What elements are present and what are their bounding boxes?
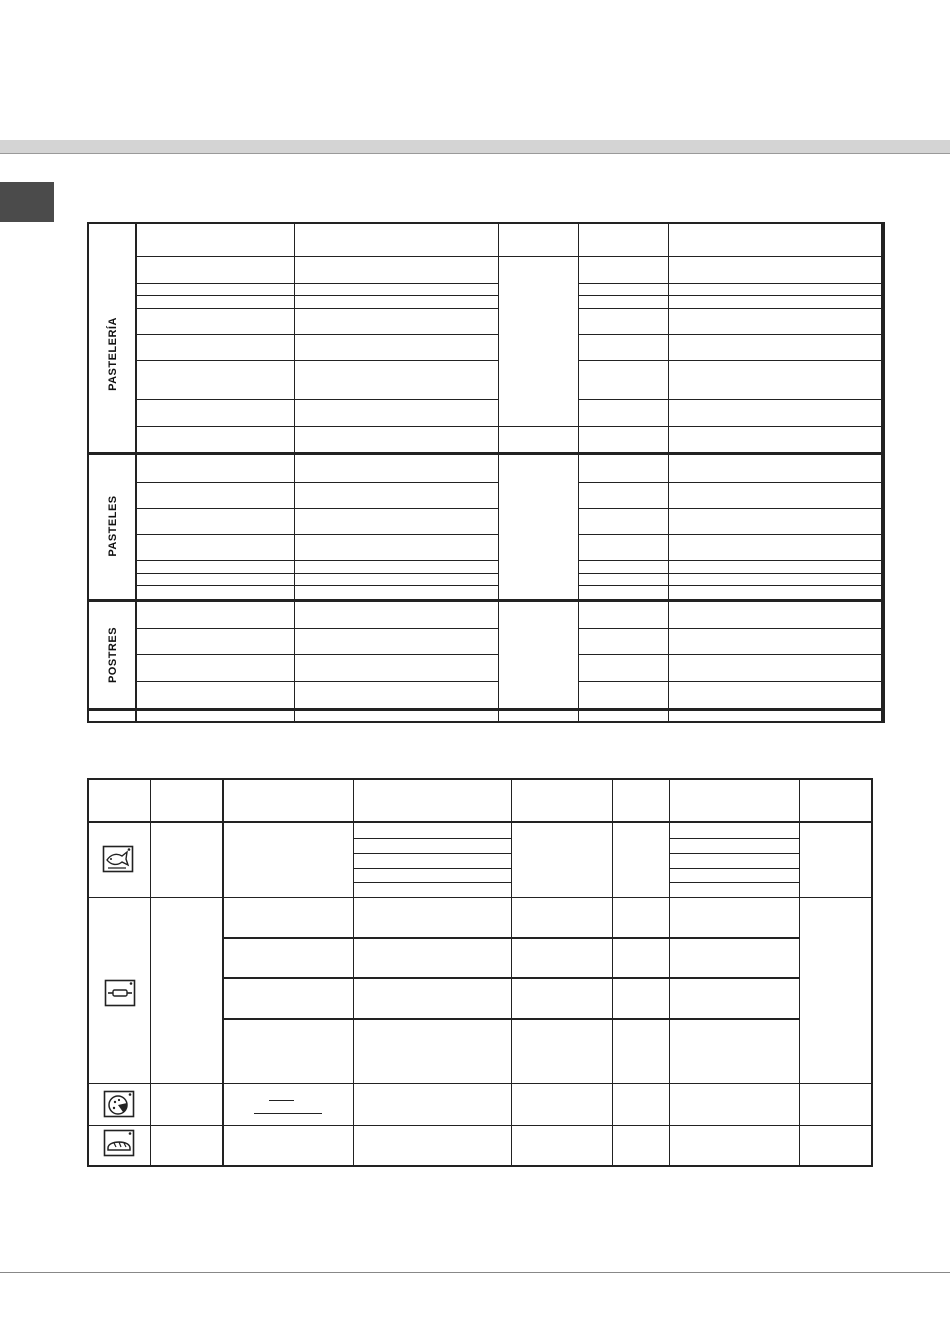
row-line: [222, 977, 800, 979]
col-line: [612, 780, 613, 1165]
row-line: [578, 360, 882, 361]
row-line: [136, 256, 882, 257]
row-line: [136, 308, 498, 309]
row-line: [136, 295, 498, 296]
row-line: [89, 1125, 871, 1126]
row-line: [89, 897, 871, 898]
row-line: [578, 585, 882, 586]
col-line: [150, 780, 151, 1165]
baking-table: [87, 222, 885, 723]
row-line: [669, 838, 799, 839]
section-label-postres: POSTRES: [107, 626, 119, 684]
row-line: [136, 534, 498, 535]
bread-icon: [103, 1128, 135, 1158]
section-label-pasteles: PASTELES: [107, 495, 119, 557]
row-line: [136, 426, 882, 427]
col-line: [511, 780, 512, 1165]
row-line: [578, 681, 882, 682]
section-label-pasteleria: PASTELERÍA: [107, 317, 119, 391]
row-line: [136, 482, 498, 483]
table1-col-line: [881, 224, 883, 721]
table1-col-line: [578, 224, 579, 721]
cooking-modes-table: [87, 778, 873, 1167]
row-line: [136, 508, 498, 509]
row-line: [136, 681, 498, 682]
footer-rule: [0, 1272, 950, 1273]
row-line: [578, 482, 882, 483]
row-line: [136, 573, 498, 574]
row-line: [669, 868, 799, 869]
row-line: [136, 628, 498, 629]
row-line: [89, 1083, 871, 1084]
table1-col-line: [135, 224, 137, 721]
table1-col-line: [294, 224, 295, 721]
row-line: [578, 560, 882, 561]
underline-mark: [254, 1113, 322, 1114]
row-line: [136, 283, 498, 284]
row-line: [578, 399, 882, 400]
row-line: [136, 585, 498, 586]
section-separator: [89, 708, 883, 711]
language-tab: [0, 182, 54, 222]
row-line: [222, 1018, 800, 1020]
row-line: [578, 654, 882, 655]
row-line: [353, 853, 511, 854]
row-line: [136, 399, 498, 400]
table1-col-line: [668, 224, 669, 721]
row-line: [578, 308, 882, 309]
row-line: [578, 628, 882, 629]
col-line: [799, 780, 800, 1165]
underline-mark: [269, 1100, 294, 1101]
row-line: [353, 882, 511, 883]
row-line: [136, 560, 498, 561]
row-line: [578, 534, 882, 535]
fish-icon: [102, 844, 134, 874]
row-line: [353, 868, 511, 869]
row-line: [353, 838, 511, 839]
row-line: [578, 295, 882, 296]
row-line: [578, 573, 882, 574]
col-line: [222, 780, 224, 1165]
rolling-pin-icon: [104, 978, 136, 1008]
row-line: [136, 654, 498, 655]
row-line: [669, 882, 799, 883]
row-line: [578, 508, 882, 509]
row-line: [578, 334, 882, 335]
section-separator: [89, 452, 883, 455]
header-band-rule: [0, 153, 950, 154]
row-line: [669, 853, 799, 854]
table1-col-line: [498, 224, 499, 721]
section-separator: [89, 599, 883, 602]
row-line: [136, 334, 498, 335]
pizza-icon: [103, 1089, 135, 1119]
header-band: [0, 140, 950, 153]
row-line: [578, 283, 882, 284]
header-rule: [89, 821, 871, 823]
row-line: [136, 360, 498, 361]
row-line: [222, 937, 800, 939]
